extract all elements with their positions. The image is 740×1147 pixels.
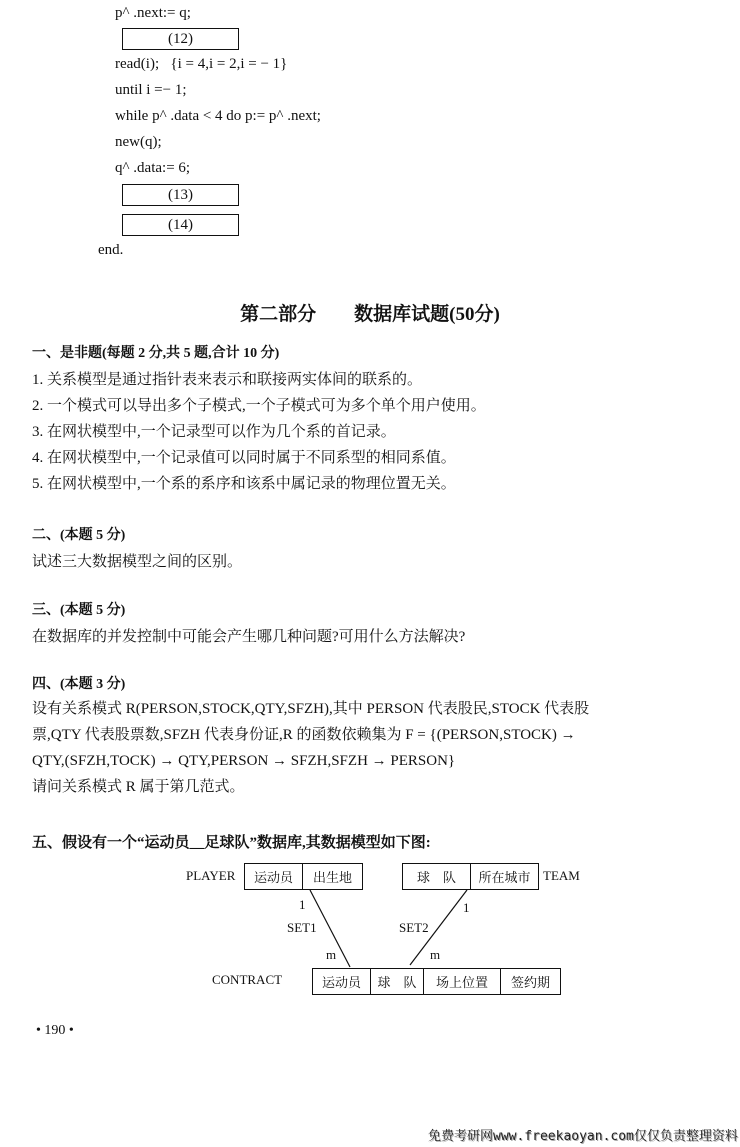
watermark: 免费考研网www.freekaoyan.com仅仅负责整理资料 <box>428 1129 738 1144</box>
code-line: p^ .next:= q; <box>115 5 191 21</box>
contract-field: 运动员 <box>312 968 371 995</box>
code-line: q^ .data:= 6; <box>115 160 191 176</box>
blank-12: (12) <box>122 28 239 50</box>
contract-field: 签约期 <box>500 968 561 995</box>
q1-item: 1. 关系模型是通过指针表来表示和联接两实体间的联系的。 <box>32 372 423 388</box>
q4-heading: 四、(本题 3 分) <box>32 677 126 692</box>
team-field: 球 队 <box>402 863 471 890</box>
blank-14: (14) <box>122 214 239 236</box>
q3-heading: 三、(本题 5 分) <box>32 603 126 618</box>
player-label: PLAYER <box>186 868 236 883</box>
q3-text: 在数据库的并发控制中可能会产生哪几种问题?可用什么方法解决? <box>32 629 466 645</box>
set1-one: 1 <box>299 897 306 912</box>
code-line: new(q); <box>115 134 162 150</box>
team-label: TEAM <box>543 868 580 883</box>
page-number: • 190 • <box>36 1023 74 1038</box>
player-field: 运动员 <box>244 863 303 890</box>
code-line: read(i); {i = 4,i = 2,i = − 1} <box>115 56 288 72</box>
code-line: until i =− 1; <box>115 82 187 98</box>
code-line: while p^ .data < 4 do p:= p^ .next; <box>115 108 321 124</box>
q2-text: 试述三大数据模型之间的区别。 <box>32 554 243 570</box>
q4-line: QTY,(SFZH,TOCK) → QTY,PERSON → SFZH,SFZH → PERSON} <box>32 753 456 769</box>
set2-one: 1 <box>463 900 470 915</box>
q4-line: 票,QTY 代表股票数,SFZH 代表身份证,R 的函数依赖集为 F = {(PERSON,STOCK) → <box>32 727 576 743</box>
q1-item: 2. 一个模式可以导出多个子模式,一个子模式可为多个单个用户使用。 <box>32 398 486 414</box>
q1-item: 3. 在网状模型中,一个记录型可以作为几个系的首记录。 <box>32 424 396 440</box>
q4-line: 设有关系模式 R(PERSON,STOCK,QTY,SFZH),其中 PERSON 代表股民,STOCK 代表股 <box>32 701 590 717</box>
team-field: 所在城市 <box>470 863 539 890</box>
player-field: 出生地 <box>302 863 363 890</box>
contract-field: 球 队 <box>370 968 424 995</box>
code-end: end. <box>98 242 124 258</box>
q4-line: 请问关系模式 R 属于第几范式。 <box>32 779 245 795</box>
q1-item: 4. 在网状模型中,一个记录值可以同时属于不同系型的相同系值。 <box>32 450 456 466</box>
q1-heading: 一、是非题(每题 2 分,共 5 题,合计 10 分) <box>32 346 280 361</box>
q1-item: 5. 在网状模型中,一个系的系序和该系中属记录的物理位置无关。 <box>32 476 456 492</box>
set2-name: SET2 <box>399 920 429 935</box>
set1-name: SET1 <box>287 920 317 935</box>
contract-field: 场上位置 <box>423 968 501 995</box>
contract-label: CONTRACT <box>212 972 283 987</box>
set2-many: m <box>430 947 441 962</box>
part-title: 第二部分 数据库试题(50分) <box>240 304 500 325</box>
blank-13: (13) <box>122 184 239 206</box>
q2-heading: 二、(本题 5 分) <box>32 528 126 543</box>
set1-many: m <box>326 947 337 962</box>
q5-heading: 五、假设有一个“运动员__足球队”数据库,其数据模型如下图: <box>32 835 431 851</box>
